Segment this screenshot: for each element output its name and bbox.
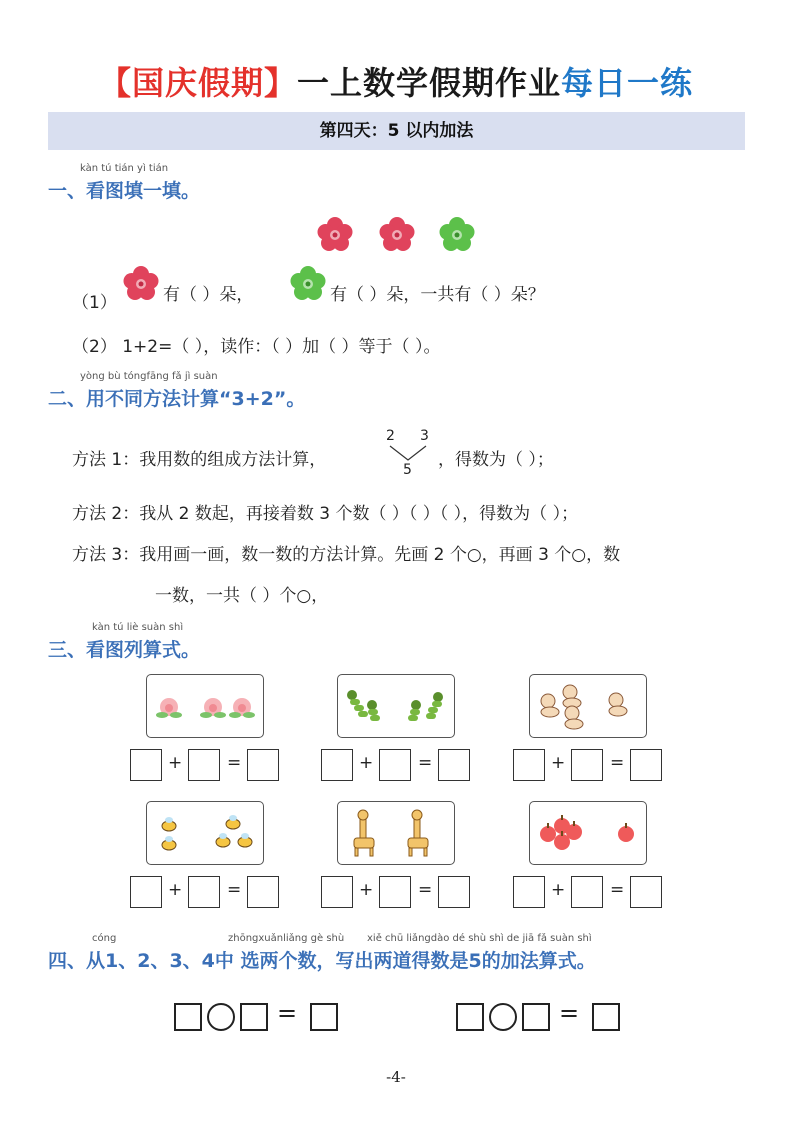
- section1-pinyin: kàn tú tián yì tián: [80, 163, 169, 174]
- operator-circle[interactable]: [207, 1003, 235, 1031]
- section4-heading: 四、从1、2、3、4中 选两个数，写出两道得数是5的加法算式。: [48, 950, 596, 972]
- equation-blanks-6: + =: [513, 876, 663, 908]
- section3-pinyin: kàn tú liè suàn shì: [92, 622, 184, 633]
- answer-box[interactable]: [571, 749, 603, 781]
- answer-box[interactable]: [379, 876, 411, 908]
- equation-blanks-2: + =: [321, 749, 471, 781]
- caterpillar-icon: [426, 692, 443, 719]
- apples-picture: [529, 801, 647, 865]
- answer-box[interactable]: [592, 1003, 620, 1031]
- red-flower-icon: [380, 217, 415, 251]
- section2-heading: 二、用不同方法计算“3+2”。: [48, 388, 306, 410]
- giraffes-picture: [337, 801, 455, 865]
- giraffe-icon: [408, 810, 428, 856]
- peach-icon: [156, 698, 182, 718]
- number-bond: 2 3 5: [386, 428, 429, 478]
- answer-box[interactable]: [188, 749, 220, 781]
- section3-heading: 三、看图列算式。: [48, 639, 201, 661]
- answer-box[interactable]: [379, 749, 411, 781]
- bees-picture: [146, 801, 264, 865]
- page-title: 【国庆假期】一上数学假期作业每日一练: [98, 64, 694, 102]
- answer-box[interactable]: [321, 876, 353, 908]
- apple-icon: [618, 823, 634, 842]
- answer-box[interactable]: [630, 749, 662, 781]
- answer-box[interactable]: [438, 876, 470, 908]
- red-flower-icon: [119, 262, 163, 306]
- question2: （2） 1+2=（ ），读作：（ ）加（ ）等于（ ）。: [72, 337, 441, 357]
- answer-box[interactable]: [188, 876, 220, 908]
- peach-icon: [229, 698, 255, 718]
- bee-icon: [216, 833, 230, 847]
- method3-text-line2: 一数，一共（ ）个○，: [155, 586, 329, 606]
- bee-icon: [162, 836, 176, 850]
- answer-box[interactable]: [240, 1003, 268, 1031]
- day-subtitle-bar: 第四天：5 以内加法: [48, 112, 745, 150]
- section4-pinyin-1: cóng: [92, 933, 117, 944]
- answer-box[interactable]: [321, 749, 353, 781]
- question1-part1: 有（ ）朵，: [163, 285, 254, 305]
- answer-box[interactable]: [630, 876, 662, 908]
- question1-prefix: （1）: [72, 293, 117, 313]
- equation-blanks-1: + =: [130, 749, 280, 781]
- caterpillar-icon: [367, 700, 380, 721]
- equation-blanks-5: + =: [321, 876, 471, 908]
- answer-box[interactable]: [247, 749, 279, 781]
- answer-box[interactable]: [522, 1003, 550, 1031]
- answer-box[interactable]: [130, 876, 162, 908]
- answer-box[interactable]: [438, 749, 470, 781]
- bee-icon: [162, 817, 176, 831]
- puppy-icon: [565, 706, 583, 729]
- puppy-icon: [609, 693, 627, 716]
- answer-box[interactable]: [571, 876, 603, 908]
- answer-box[interactable]: [247, 876, 279, 908]
- section4-pinyin-3: xiě chū liǎngdào dé shù shì de jiā fǎ suàn shì: [367, 933, 592, 944]
- answer-box[interactable]: [310, 1003, 338, 1031]
- answer-box[interactable]: [456, 1003, 484, 1031]
- answer-box[interactable]: [130, 749, 162, 781]
- apple-icon: [540, 823, 556, 842]
- answer-box[interactable]: [174, 1003, 202, 1031]
- puppy-icon: [541, 694, 559, 717]
- green-flower-icon: [440, 217, 475, 251]
- method3-text-line1: 方法 3：我用画一画，数一数的方法计算。先画 2 个○，再画 3 个○，数: [72, 545, 621, 565]
- answer-box[interactable]: [513, 749, 545, 781]
- flower-row: [305, 210, 485, 260]
- page-number: -4-: [386, 1068, 406, 1086]
- bee-icon: [238, 833, 252, 847]
- giraffe-icon: [354, 810, 374, 856]
- section2-pinyin: yòng bù tóngfāng fǎ jì suàn: [80, 371, 218, 382]
- caterpillar-icon: [408, 700, 421, 721]
- question1-part2: 有（ ）朵，一共有（ ）朵？: [330, 285, 545, 305]
- operator-circle[interactable]: [489, 1003, 517, 1031]
- method1-tail: ，得数为（ ）；: [438, 450, 554, 470]
- peach-icon: [200, 698, 226, 718]
- red-flower-icon: [318, 217, 353, 251]
- puppies-picture: [529, 674, 647, 738]
- caterpillar-icon: [347, 690, 368, 717]
- method1-text: 方法 1：我用数的组成方法计算，: [72, 450, 327, 470]
- green-flower-icon: [286, 262, 330, 306]
- bee-icon: [226, 815, 240, 829]
- addition-template-1: =: [174, 1003, 344, 1033]
- method2-text: 方法 2：我从 2 数起，再接着数 3 个数（ ）（ ）（ ），得数为（ ）；: [72, 504, 579, 524]
- equation-blanks-4: + =: [130, 876, 280, 908]
- peaches-picture: [146, 674, 264, 738]
- equation-blanks-3: + =: [513, 749, 663, 781]
- addition-template-2: =: [456, 1003, 626, 1033]
- section4-pinyin-2: zhōngxuǎnliǎng gè shù: [228, 933, 345, 944]
- section1-heading: 一、看图填一填。: [48, 180, 201, 202]
- puppy-icon: [563, 685, 581, 708]
- caterpillars-picture: [337, 674, 455, 738]
- answer-box[interactable]: [513, 876, 545, 908]
